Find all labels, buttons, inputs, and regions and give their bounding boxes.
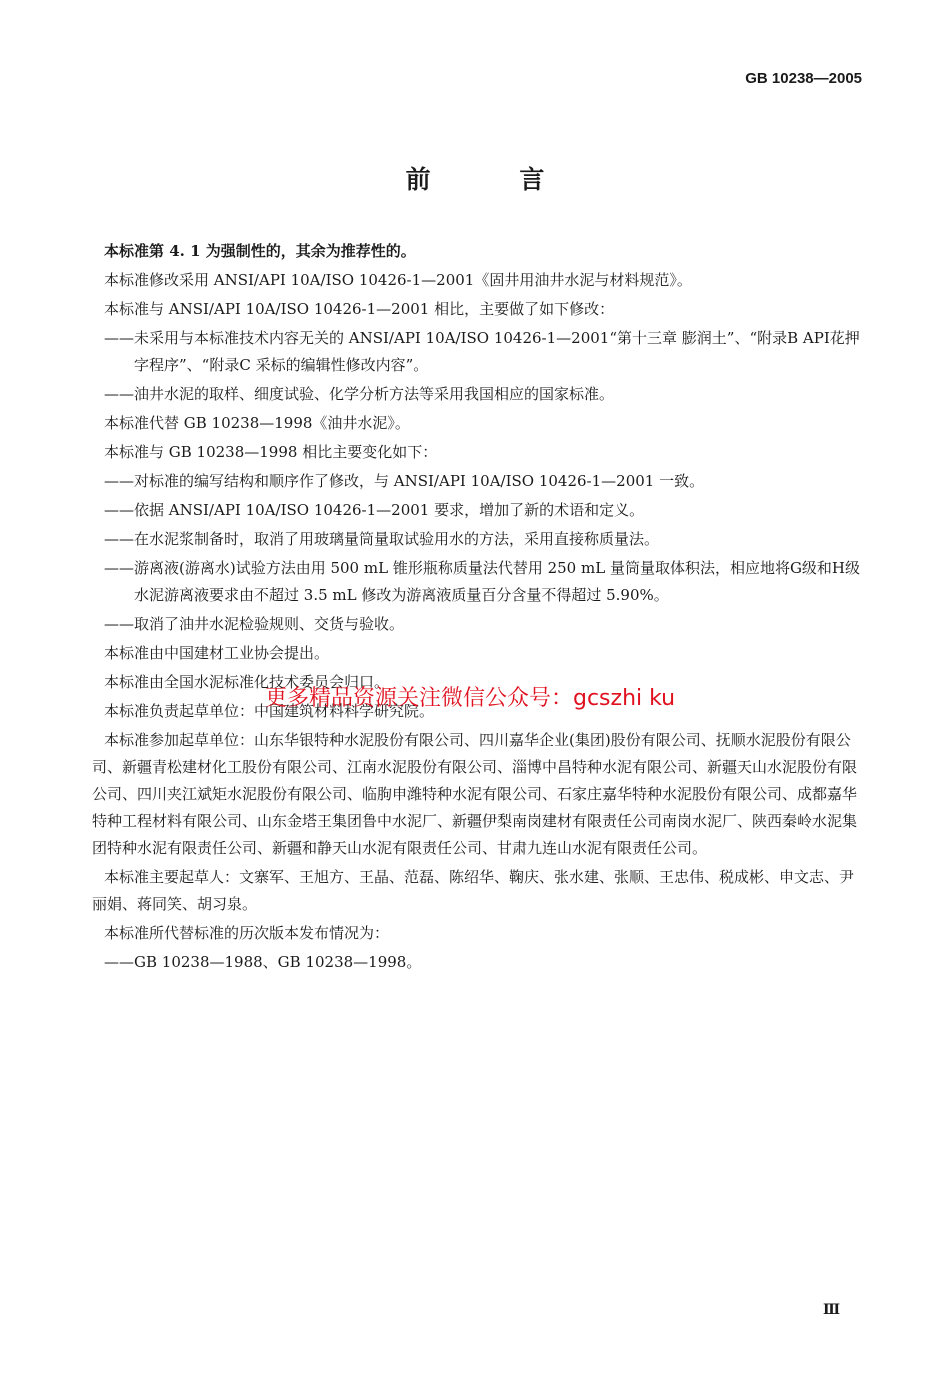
paragraph-proposed-by: 本标准由中国建材工业协会提出。 (104, 644, 330, 662)
page-title: 前 言 (405, 165, 585, 194)
list-item: ——取消了油井水泥检验规则、交货与验收。 (104, 615, 405, 633)
paragraph-adoption: 本标准修改采用 ANSI/API 10A/ISO 10426-1—2001《固井用油井水泥与材料规范》。 (104, 271, 692, 289)
paragraph-drafting-unit: 本标准负责起草单位：中国建筑材料科学研究院。 (104, 702, 435, 720)
paragraph-centralized-by: 本标准由全国水泥标准化技术委员会归口。 (104, 673, 390, 691)
list-item: ——依据 ANSI/API 10A/ISO 10426-1—2001 要求，增加了新的术语和定义。 (104, 501, 645, 519)
list-item: ——GB 10238—1988、GB 10238—1998。 (104, 953, 422, 971)
page-number: Ⅲ (822, 1302, 840, 1318)
watermark-text: 更多精品资源关注微信公众号：gcszhi ku (265, 686, 676, 711)
paragraph-mandatory: 本标准第 4. 1 为强制性的，其余为推荐性的。 (104, 242, 416, 260)
paragraph-participating-units: 本标准参加起草单位：山东华银特种水泥股份有限公司、四川嘉华企业(集团)股份有限公司、抚顺水泥股份有限公司、新疆青松建材化工股份有限公司、江南水泥股份有限公司、淄博中昌特种水泥有限公司、新疆天山水泥股份有限公司、四川夹江斌矩水泥股份有限公司、临朐申潍特种水泥有限公司、石家庄嘉华特种水泥股份有限公司、成都嘉华特种工程材料有限公司、山东金塔王集团鲁中水泥厂、新疆伊梨南岗建材有限责任公司南岗水泥厂、陕西秦岭水泥集团特种水泥有限责任公司、新疆和静天山水泥有限责任公司、甘肃九连山水泥有限责任公司。 (92, 731, 858, 857)
paragraph-history-intro: 本标准所代替标准的历次版本发布情况为： (104, 924, 390, 942)
list-item: ——游离液(游离水)试验方法由用 500 mL 锥形瓶称质量法代替用 250 mL 量筒量取体积法，相应地将G级和H级水泥游离液要求由不超过 3.5 mL 修改为游离液质量百分含量不得超过 5.90%。 (104, 559, 861, 604)
paragraph-drafters: 本标准主要起草人：文寨军、王旭方、王晶、范磊、陈绍华、鞠庆、张水建、张顺、王忠伟、税成彬、申文志、尹丽娟、蒋同笑、胡习泉。 (92, 868, 855, 913)
list-item: ——在水泥浆制备时，取消了用玻璃量筒量取试验用水的方法，采用直接称质量法。 (104, 530, 660, 548)
document-body (92, 238, 862, 978)
list-item: ——未采用与本标准技术内容无关的 ANSI/API 10A/ISO 10426-1—2001“第十三章 膨润土”、“附录B API花押字程序”、“附录C 采标的编辑性修改内容”。 (104, 329, 860, 374)
paragraph-replaces: 本标准代替 GB 10238—1998《油井水泥》。 (104, 414, 410, 432)
paragraph-changes-intro: 本标准与 GB 10238—1998 相比主要变化如下： (104, 443, 438, 461)
standard-code: GB 10238—2005 (745, 70, 862, 87)
list-item: ——油井水泥的取样、细度试验、化学分析方法等采用我国相应的国家标准。 (104, 385, 615, 403)
list-item: ——对标准的编写结构和顺序作了修改，与 ANSI/API 10A/ISO 10426-1—2001 一致。 (104, 472, 705, 490)
paragraph-modifications-intro: 本标准与 ANSI/API 10A/ISO 10426-1—2001 相比，主要做了如下修改： (104, 300, 615, 318)
